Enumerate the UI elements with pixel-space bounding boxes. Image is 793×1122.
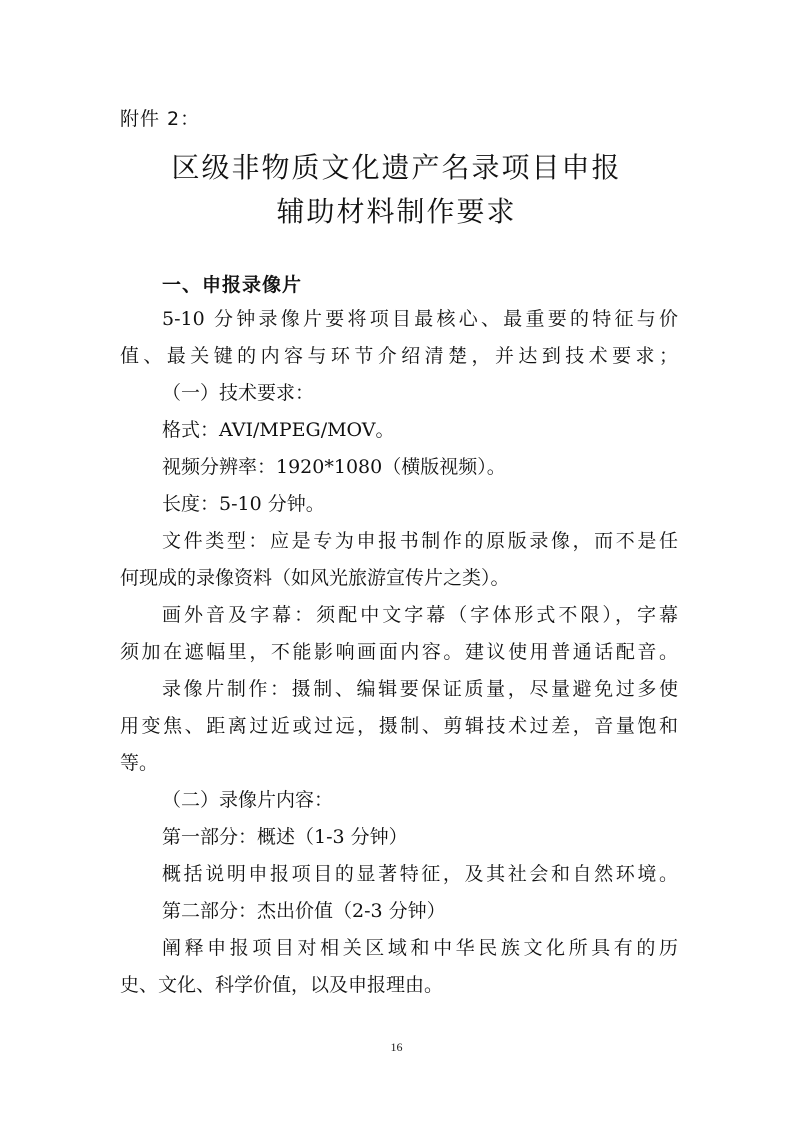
attachment-label: 附件 2： [120,108,201,130]
paragraph-part2-text-line-1: 阐释申报项目对相关区域和中华民族文化所具有的历 [162,937,678,959]
page-number: 16 [390,1040,403,1054]
paragraph-resolution: 视频分辨率：1920*1080（横版视频）。 [162,456,506,478]
paragraph-file-type-line-1: 文件类型：应是专为申报书制作的原版录像，而不是任 [162,530,678,552]
paragraph-production-line-1: 录像片制作：摄制、编辑要保证质量，尽量避免过多使 [162,678,678,700]
document-title-line-2: 辅助材料制作要求 [276,195,517,228]
paragraph-length: 长度：5-10 分钟。 [162,493,325,515]
subheading-video-content: （二）录像片内容： [162,789,334,811]
paragraph-production-line-2: 用变焦、距离过近或过远，摄制、剪辑技术过差，音量饱和 [120,715,678,737]
paragraph-part1-title: 第一部分：概述（1-3 分钟） [162,826,408,848]
paragraph-production-line-3: 等。 [120,752,159,774]
subheading-tech-requirements: （一）技术要求： [162,382,315,404]
paragraph-part2-title: 第二部分：杰出价值（2-3 分钟） [162,900,446,922]
section-heading-video: 一、申报录像片 [162,274,303,296]
paragraph-intro-line-2: 值、最关键的内容与环节介绍清楚，并达到技术要求； [120,345,678,367]
paragraph-format: 格式：AVI/MPEG/MOV。 [162,419,395,441]
paragraph-subtitles-line-2: 须加在遮幅里，不能影响画面内容。建议使用普通话配音。 [120,641,678,663]
document-title-line-1: 区级非物质文化遗产名录项目申报 [171,151,622,184]
paragraph-part1-text: 概括说明申报项目的显著特征，及其社会和自然环境。 [162,863,678,885]
paragraph-file-type-line-2: 何现成的录像资料（如风光旅游宣传片之类）。 [120,567,510,589]
paragraph-part2-text-line-2: 史、文化、科学价值，以及申报理由。 [120,974,444,996]
paragraph-subtitles-line-1: 画外音及字幕：须配中文字幕（字体形式不限），字幕 [162,604,678,626]
paragraph-intro-line-1: 5-10 分钟录像片要将项目最核心、最重要的特征与价 [162,308,678,330]
